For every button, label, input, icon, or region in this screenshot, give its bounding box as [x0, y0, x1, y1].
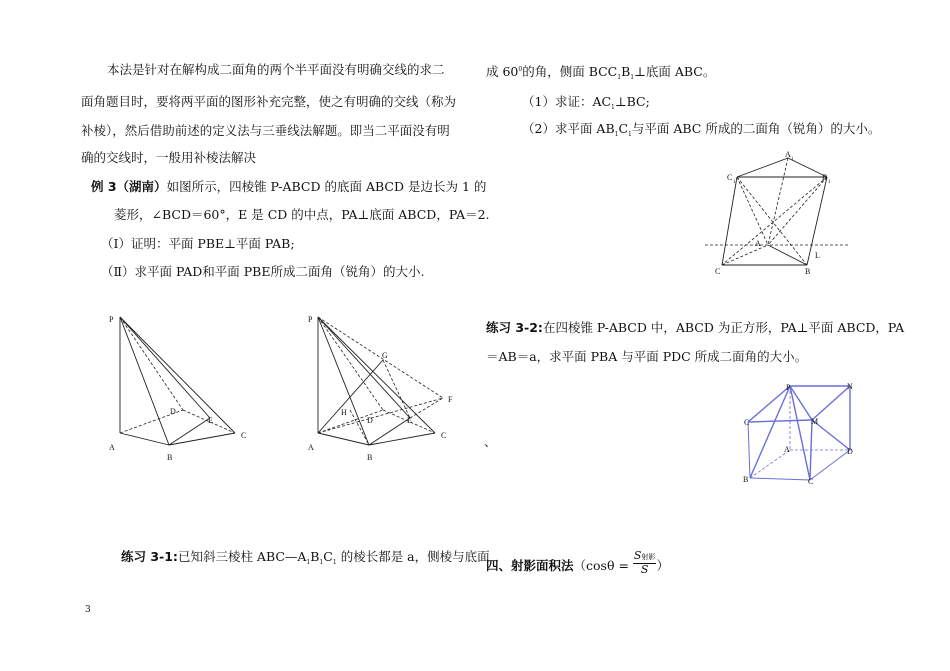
exercise-3-1-text-b: 的棱长都是 a，侧棱与底面	[340, 549, 490, 564]
prism-label-C1-sub: 1	[733, 180, 736, 185]
exercise-3-2	[486, 320, 904, 336]
prism-label-A: A	[755, 239, 761, 248]
section-4-heading	[486, 549, 669, 576]
fig2-label-A: A	[308, 443, 314, 452]
formula-num-sub: 射影	[641, 553, 656, 561]
fig2-label-D: D	[367, 416, 373, 425]
cube-label-C-bottom: C	[808, 477, 814, 486]
question-2	[522, 121, 880, 143]
formula-den-s: S	[640, 563, 649, 576]
cube-label-C-top: C	[744, 418, 750, 427]
fig2-label-H: H	[341, 408, 347, 417]
exercise-3-2-label: 练习 3-2:	[486, 320, 543, 335]
cont-d: ⊥底面 ABC。	[634, 64, 716, 80]
prism-label-C1: C	[727, 173, 733, 182]
example-text: 如图所示，四棱锥 P-ABCD 的底面 ABCD 是边长为 1 的	[166, 179, 487, 194]
cont-sub2: 1	[617, 74, 622, 82]
q2-c: C	[618, 121, 629, 136]
formula-fraction	[633, 550, 657, 575]
sub-1c: 1	[332, 559, 337, 566]
prism-label-B1: B	[822, 173, 828, 182]
cont-a: 成 60	[486, 64, 519, 80]
fig1-label-C: C	[241, 431, 247, 440]
cube-label-M: M	[811, 417, 819, 426]
paragraph-line-4: 确的交线时，一般用补棱法解决	[81, 150, 257, 165]
exercise-3-1-text-a: 已知斜三棱柱 ABC—A	[177, 549, 307, 564]
cube-label-P: P	[786, 383, 791, 392]
fig2-label-F: F	[448, 395, 453, 404]
fig2-label-G: G	[382, 351, 388, 360]
fig2-label-B: B	[367, 453, 373, 462]
q2-a: （2）求平面 AB	[522, 121, 615, 136]
paragraph-line-3: 补棱），然后借助前述的定义法与三垂线法解题。即当二平面没有明	[81, 123, 450, 138]
exercise-3-2-text: 在四棱锥 P-ABCD 中，ABCD 为正方形，PA⊥平面 ABCD，PA	[542, 320, 905, 335]
prism-label-A1: A	[785, 150, 791, 159]
pyramid-figure-1	[105, 310, 265, 470]
prism-label-B1-sub: 1	[828, 180, 831, 185]
q1-a: （1）求证：AC	[522, 94, 612, 109]
exercise-3-2-line-2: ＝AB＝a，求平面 PBA 与平面 PDC 所成二面角的大小。	[486, 349, 808, 364]
paragraph-line-2: 面角题目时，要将两平面的图形补充完整，使之有明确的交线（称为	[81, 94, 457, 109]
fig2-label-C: C	[441, 431, 447, 440]
formula-numerator	[633, 550, 657, 564]
stray-mark: 、	[484, 434, 497, 449]
example-label: 例 3（湖南）	[91, 179, 167, 194]
q2-sub1: 1	[614, 131, 619, 138]
exercise-3-1	[121, 549, 490, 571]
cube-label-D: D	[847, 447, 853, 456]
cube-pyramid-figure	[740, 378, 865, 488]
cont-b: 的角，侧面 BCC	[522, 64, 618, 80]
example-question-1: （Ⅰ）证明：平面 PBE⊥平面 PAB;	[101, 236, 295, 251]
oblique-prism-figure	[705, 150, 865, 290]
cube-label-B: B	[743, 475, 749, 484]
cube-label-A: A	[784, 445, 790, 454]
q2-b: 与平面 ABC 所成的二面角（锐角）的大小。	[631, 121, 881, 136]
cont-sup: 0	[518, 66, 523, 73]
fig2-label-P: P	[308, 315, 313, 324]
fig1-label-A: A	[109, 443, 115, 452]
question-1	[522, 94, 650, 116]
q1-b: ⊥BC;	[614, 94, 650, 109]
prism-label-A1-sub: 1	[791, 157, 794, 162]
exercise-3-1-b: B	[310, 549, 320, 564]
q1-sub: 1	[611, 104, 615, 111]
section-4-label: 四、射影面积法	[486, 558, 574, 573]
formula-num-s: S	[633, 549, 642, 562]
fig1-label-B: B	[167, 453, 173, 462]
fig1-label-E: E	[208, 416, 213, 425]
sub-1b: 1	[319, 559, 324, 566]
prism-label-C: C	[715, 267, 721, 276]
paragraph-line-1: 本法是针对在解构成二面角的两个半平面没有明确交线的求二	[107, 62, 445, 77]
page-number: 3	[85, 605, 91, 615]
formula-close: ）	[656, 558, 669, 573]
q2-sub2: 1	[628, 131, 632, 138]
formula-open: （cosθ =	[573, 558, 633, 573]
cube-label-N: N	[847, 382, 853, 391]
pyramid-figure-2	[305, 310, 475, 470]
prism-label-B: B	[805, 267, 811, 276]
formula-denominator	[633, 564, 657, 575]
example-line-2: 菱形，∠BCD＝60°，E 是 CD 的中点，PA⊥底面 ABCD，PA＝2.	[114, 207, 490, 222]
fig2-label-E: E	[407, 416, 412, 425]
example-question-2: （Ⅱ）求平面 PAD和平面 PBE所成二面角（锐角）的大小.	[101, 264, 425, 279]
cont-c: B	[621, 64, 631, 80]
fig1-label-D: D	[170, 407, 176, 416]
exercise-3-1-c: C	[323, 549, 333, 564]
cont-sub3: 1	[630, 74, 635, 82]
prism-label-L: L	[815, 251, 820, 260]
sub-1a: 1	[306, 559, 311, 566]
example-3-heading	[91, 179, 486, 195]
exercise-3-1-label: 练习 3-1:	[121, 549, 178, 564]
continuation-line	[486, 62, 715, 86]
fig1-label-P: P	[109, 315, 114, 324]
